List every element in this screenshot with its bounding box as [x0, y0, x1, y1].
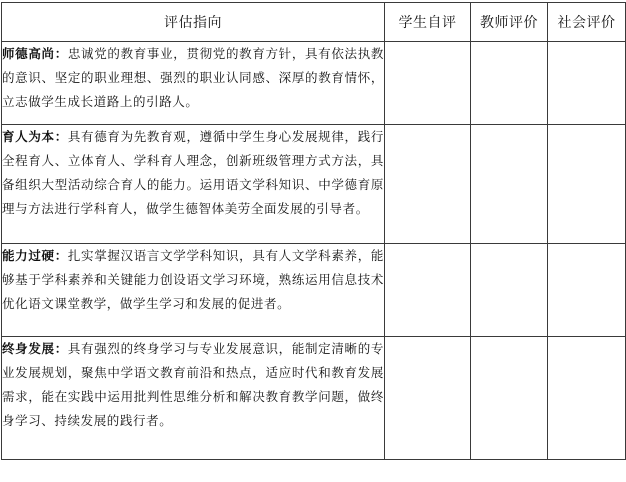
teacher-eval-cell[interactable] — [471, 42, 548, 125]
criteria-text: 具有德育为先教育观，遵循中学生身心发展规律，践行全程育人、立体育人、学科育人理念，创新班级管理方式方法，具备组织大型活动综合育人的能力。运用语文学科知识、中学德育原理与方法进行学科育人，做学生德智体美劳全面发展的引导者。 — [2, 129, 384, 216]
table-row — [2, 337, 626, 460]
teacher-eval-cell[interactable] — [471, 125, 548, 244]
criteria-cell — [2, 125, 385, 244]
criteria-cell — [2, 244, 385, 337]
table-row — [2, 125, 626, 244]
table-row — [2, 244, 626, 337]
table-row — [2, 42, 626, 125]
teacher-eval-cell[interactable] — [471, 337, 548, 460]
society-eval-cell[interactable] — [548, 125, 626, 244]
teacher-eval-cell[interactable] — [471, 244, 548, 337]
student-self-eval-cell[interactable] — [385, 337, 471, 460]
criteria-text: 具有强烈的终身学习与专业发展意识，能制定清晰的专业发展规划，聚焦中学语文教育前沿和热点，适应时代和教育发展需求，能在实践中运用批判性思维分析和解决教育教学问题，做终身学习、持续发展的践行者。 — [2, 341, 384, 428]
evaluation-table — [1, 2, 626, 460]
header-row — [2, 3, 626, 42]
criteria-text: 忠诚党的教育事业，贯彻党的教育方针，具有依法执教的意识、坚定的职业理想、强烈的职业认同感、深厚的教育情怀，立志做学生成长道路上的引路人。 — [2, 46, 384, 109]
header-society-eval: 社会评价 — [548, 3, 626, 42]
student-self-eval-cell[interactable] — [385, 42, 471, 125]
criteria-title: 育人为本： — [2, 129, 68, 144]
header-teacher-eval: 教师评价 — [471, 3, 548, 42]
criteria-title: 能力过硬： — [2, 248, 68, 263]
criteria-title: 师德高尚： — [2, 46, 68, 61]
student-self-eval-cell[interactable] — [385, 244, 471, 337]
society-eval-cell[interactable] — [548, 244, 626, 337]
header-student-self-eval: 学生自评 — [385, 3, 471, 42]
society-eval-cell[interactable] — [548, 337, 626, 460]
criteria-cell — [2, 337, 385, 460]
student-self-eval-cell[interactable] — [385, 125, 471, 244]
header-criteria: 评估指向 — [2, 3, 385, 42]
society-eval-cell[interactable] — [548, 42, 626, 125]
criteria-title: 终身发展： — [2, 341, 68, 356]
criteria-cell — [2, 42, 385, 125]
criteria-text: 扎实掌握汉语言文学学科知识，具有人文学科素养，能够基于学科素养和关键能力创设语文学习环境，熟练运用信息技术优化语文课堂教学，做学生学习和发展的促进者。 — [2, 248, 384, 311]
